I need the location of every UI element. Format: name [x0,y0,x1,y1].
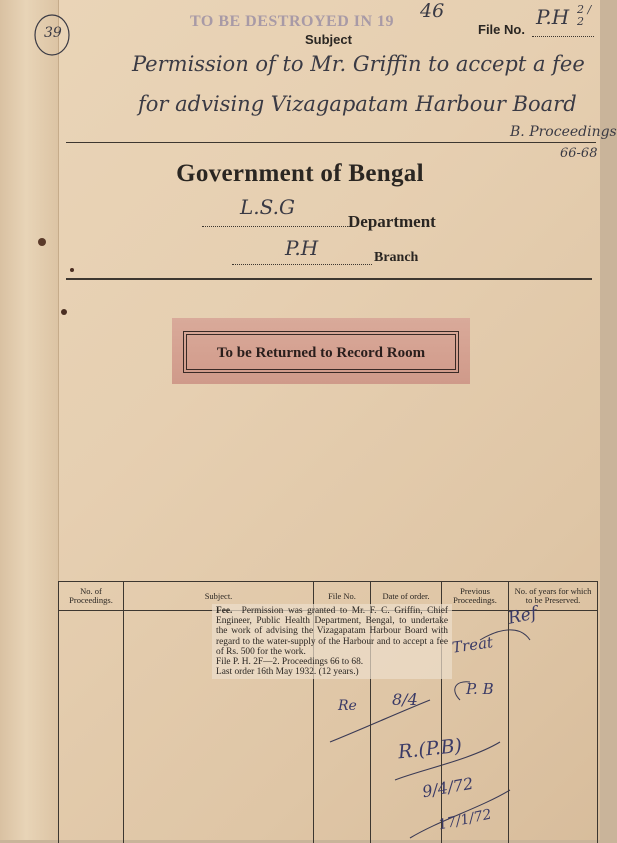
subject-reference-2: 66-68 [560,146,597,161]
subject-line-1: Permission of to Mr. Griffin to accept a fee [132,52,585,76]
record-room-label-text: To be Returned to Record Room [186,345,456,362]
department-label: Department [348,212,436,232]
subject-line-2: for advising Vizagapatam Harbour Board [138,92,577,116]
col-date-of-order: Date of order. [371,582,442,611]
margin-note: 9/4/72 [421,774,475,802]
margin-note: R.(P.B) [397,735,463,764]
margin-note: 8/4 [392,690,418,709]
col-proceedings: No. of Proceedings. [59,582,124,611]
margin-note: 17/1/72 [437,807,493,834]
note-body-wrap [216,606,448,657]
file-no-fraction: 2 / 2 [577,4,597,28]
destroy-stamp-text: TO BE DESTROYED IN 19 [190,13,394,30]
margin-note: Treat [451,633,494,657]
margin-note: P. B [466,680,494,698]
department-hand: L.S.G [240,195,295,219]
proceedings-note [212,604,452,679]
subject-label: Subject [305,32,352,47]
col-years-preserved: No. of years for which to be Preserved. [509,582,598,611]
margin-note: Ref [506,603,539,629]
note-body: Permission was granted to Mr. F. C. Griffin, Chief Engineer, Public Health Department, Bengal, to undertake the work of advising the Vizagapatam Harbour Board with regard to the water-supply of the Harbour and to accept a fee of Rs. 500 for the work. [216,606,448,657]
file-no-label: File No. [478,22,525,37]
government-title-text: Government of Bengal [176,160,424,187]
note-heading: Fee. [216,606,232,616]
subject-reference: B. Proceedings [510,124,617,140]
corner-number: 39 [44,25,62,41]
note-file-line: File P. H. 2F—2. Proceedings 66 to 68. [216,657,448,667]
col-subject: Subject. [124,582,314,611]
destroy-stamp [190,13,394,31]
note-last-order: Last order 16th May 1932. (12 years.) [216,667,448,677]
col-file-no: File No. [314,582,371,611]
government-title [0,160,600,188]
branch-hand: P.H [285,236,318,260]
file-no-value: P.H [536,5,569,29]
margin-note: Re [338,698,357,714]
branch-label: Branch [374,250,418,266]
col-previous-proceedings: Previous Proceedings. [442,582,509,611]
destroy-stamp-year: 46 [420,0,444,22]
